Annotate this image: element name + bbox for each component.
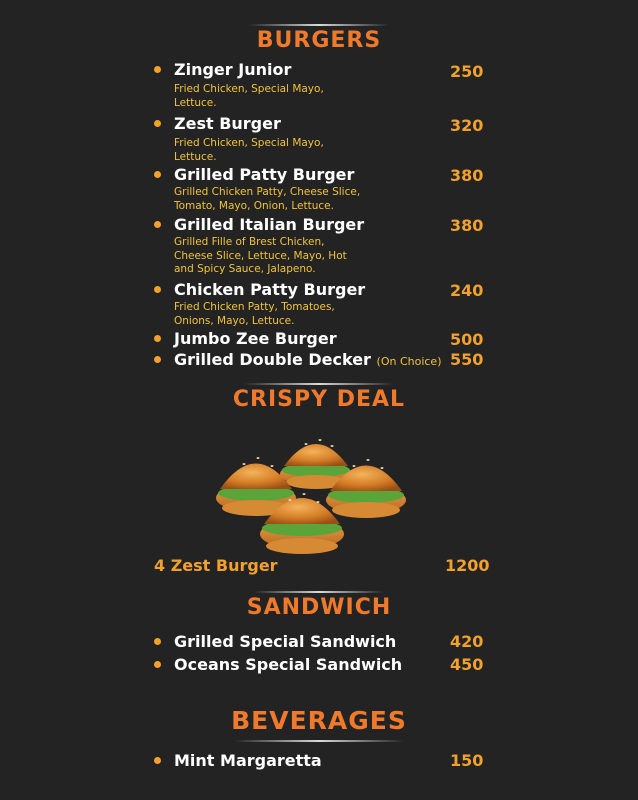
bullet-dot-icon xyxy=(154,286,161,293)
item-name: 4 Zest Burger xyxy=(154,556,278,575)
burgers-title: BURGERS xyxy=(256,28,382,53)
sandwich-title: SANDWICH xyxy=(246,595,392,620)
heading-rule xyxy=(244,383,394,385)
bullet-dot-icon xyxy=(154,638,161,645)
item-description: Fried Chicken, Special Mayo, Lettuce. xyxy=(174,83,324,109)
heading-rule xyxy=(254,591,384,593)
crispy-deal-heading xyxy=(0,387,638,412)
item-name-text: Grilled Double Decker xyxy=(174,350,371,369)
item-name: Grilled Patty Burger xyxy=(174,165,355,184)
beverages-title: BEVERAGES xyxy=(231,706,407,735)
item-note: (On Choice) xyxy=(376,355,442,368)
item-price: 500 xyxy=(450,330,484,349)
bullet-dot-icon xyxy=(154,661,161,668)
item-name: Grilled Special Sandwich xyxy=(174,632,397,651)
item-price: 380 xyxy=(450,166,484,185)
item-price: 150 xyxy=(450,751,484,770)
item-name: Zest Burger xyxy=(174,114,281,133)
item-name xyxy=(174,350,442,372)
crispy-deal-title: CRISPY DEAL xyxy=(232,387,406,412)
bullet-dot-icon xyxy=(154,66,161,73)
heading-rule xyxy=(234,740,404,742)
burgers-photo xyxy=(216,428,412,556)
burgers-heading xyxy=(0,28,638,53)
item-name: Oceans Special Sandwich xyxy=(174,655,403,674)
item-description: Grilled Fille of Brest Chicken, Cheese Slice, Lettuce, Mayo, Hot and Spicy Sauce, Jalapeno. xyxy=(174,236,347,275)
bullet-dot-icon xyxy=(154,120,161,127)
bullet-dot-icon xyxy=(154,757,161,764)
item-description: Fried Chicken, Special Mayo, Lettuce. xyxy=(174,137,324,163)
item-name: Grilled Italian Burger xyxy=(174,215,365,234)
beverages-heading xyxy=(0,706,638,735)
item-price: 320 xyxy=(450,116,484,135)
item-description: Grilled Chicken Patty, Cheese Slice, Tomato, Mayo, Onion, Lettuce. xyxy=(174,186,361,212)
item-name: Mint Margaretta xyxy=(174,751,322,770)
item-description: Fried Chicken Patty, Tomatoes, Onions, Mayo, Lettuce. xyxy=(174,301,335,327)
item-price: 450 xyxy=(450,655,484,674)
heading-rule xyxy=(249,24,389,26)
item-name: Chicken Patty Burger xyxy=(174,280,366,299)
bullet-dot-icon xyxy=(154,221,161,228)
item-price: 550 xyxy=(450,350,484,369)
item-price: 420 xyxy=(450,632,484,651)
item-price: 1200 xyxy=(445,556,490,575)
item-name: Jumbo Zee Burger xyxy=(174,329,337,348)
sandwich-heading xyxy=(0,595,638,620)
item-name: Zinger Junior xyxy=(174,60,292,79)
bullet-dot-icon xyxy=(154,335,161,342)
item-price: 380 xyxy=(450,216,484,235)
item-price: 240 xyxy=(450,281,484,300)
bullet-dot-icon xyxy=(154,171,161,178)
bullet-dot-icon xyxy=(154,356,161,363)
item-price: 250 xyxy=(450,62,484,81)
